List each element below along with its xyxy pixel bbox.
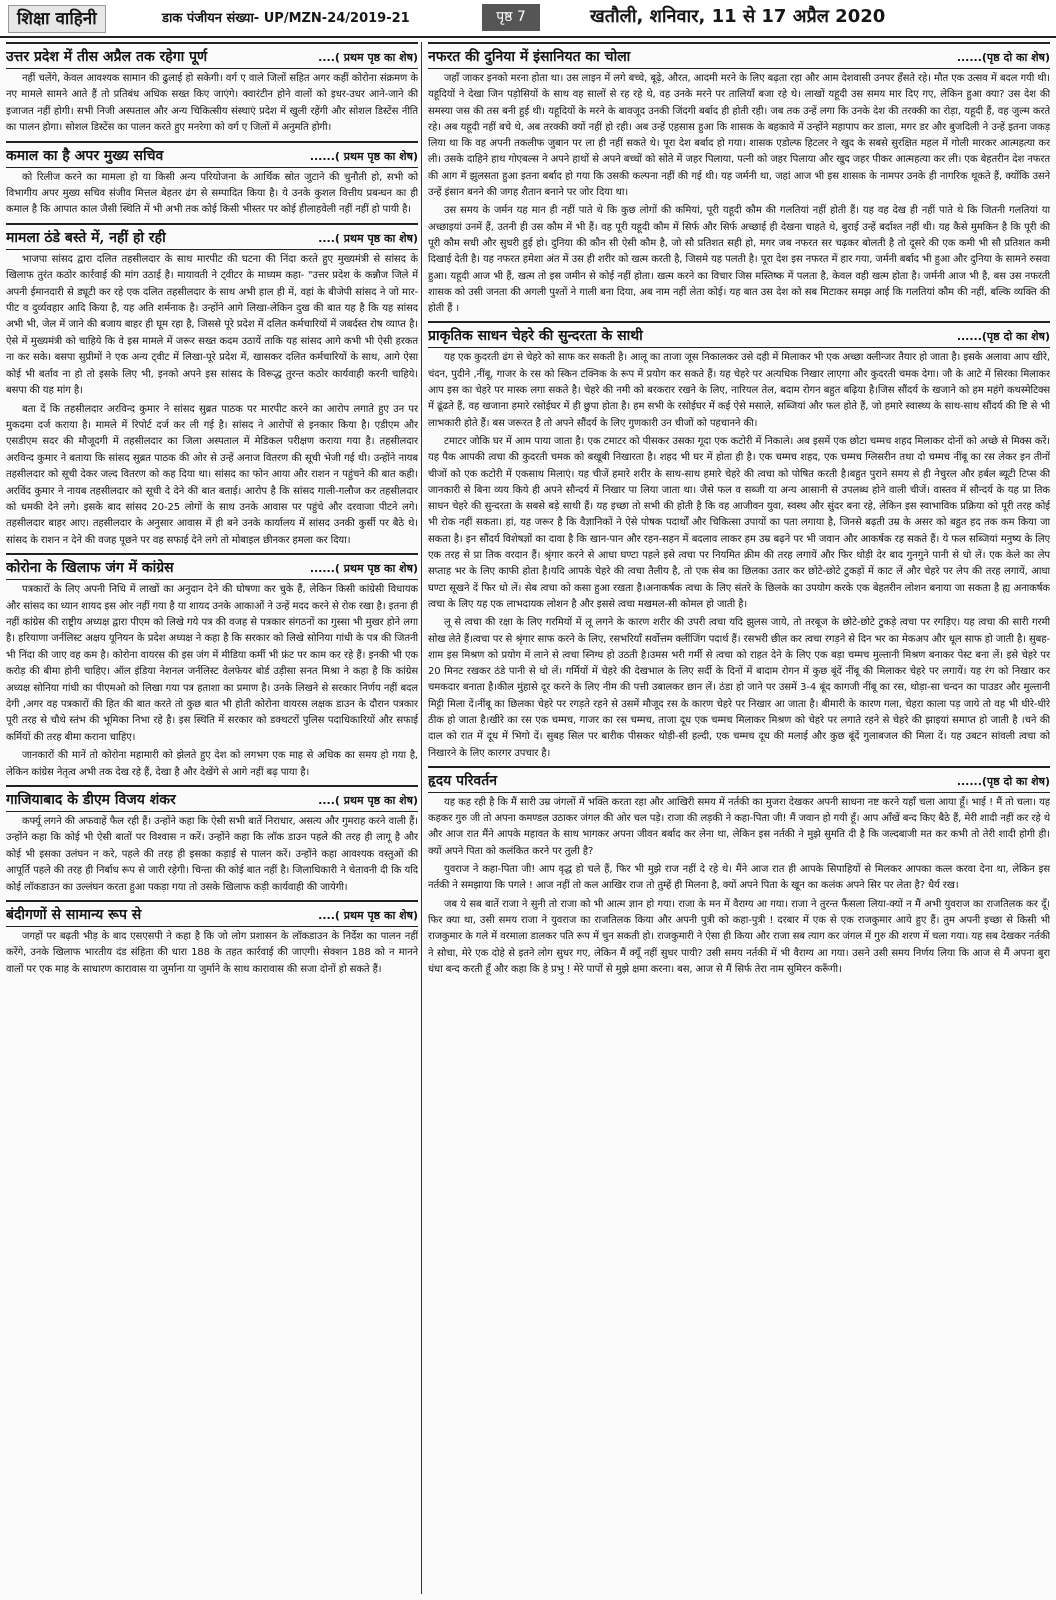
continuation-note: ....( प्रथम पृष्ठ का शेष) xyxy=(318,909,418,923)
article xyxy=(6,42,418,137)
article-headline: प्राकृतिक साधन चेहरे की सुन्दरता के साथी xyxy=(428,328,643,345)
continuation-note: ....( प्रथम पृष्ठ का शेष) xyxy=(318,51,418,64)
article xyxy=(6,785,418,896)
article-headline: कमाल का है अपर मुख्य सचिव xyxy=(6,147,164,164)
article-paragraph: टमाटर जोकि घर में आम पाया जाता है। एक टमाटर को पीसकर उसका गूदा एक कटोरी में निकाले। अब इसमें एक छोटा चम्मच शहद मिलाकर दोनों को अच्छे से मिक्स करें। यह पैक आपकी त्वचा की कुदरती चमक को बखूबी निखारता है। शहद भी घर में होता ही है। एक चम्मच शहद, एक चम्मच ग्लिसरीन तथा दो चम्मच नींबू का रस लेकर इन तीनों चीजों को एक कटोरी में एकसाथ मिलाएं। यह चीजें हमारे शरीर के साथ-साथ हमारे चेहरे की त्वचा को पोषित करती है।बहुत पुराने समय से ही नेचुरल और हर्बल ब्यूटी टिप्स की जानकारी से बिना व्यय किये ही अपने सौन्दर्य में निखार पा लिया जाता था। जैसे फल व सब्जी या अन्य आसानी से उपलब्ध होने वाली चीजें। वास्तव में सौन्दर्य के यह प्रा तिक साधन चेहरे की सुन्दरता के सबसे बड़े साथी हैं। यह इच्छा तो सभी की होती है कि वह आजीवन युवा, स्वस्थ और सुंदर बना रहे, लेकिन इस स्वाभाविक प्रक्रिया को पूरी तरह कोई भी रोक नहीं सकता। हां, यह जरूर है कि वैज्ञानिकों ने ऐसे पोषक पदार्थों और चिकित्सा उपायों का पता लगाया है, जिनसे बढ़ती उम्र के असर को बहुत हद तक कम किया जा सकता है। इन सौंदर्य विशेषज्ञों का दावा है कि खान-पान और रहन-सहन में बदलाव लाकर हम उम्र बढ़ने पर भी जवान और आकर्षक रह सकते हैं। ये फल सब्जियां मनुष्य के लिए एक तरह से प्रा तिक वरदान हैं। श्रृंगार करने से आधा घण्टा पहले इसे त्वचा पर नियमित क्रीम की तरह लगायें और फिर थोड़ी देर बाद गुनगुने पानी से धो लें। एक केले का लेप सप्ताह भर के लिए काफी होता है।यदि आपके चेहरे की त्वचा तैलीय है, तो एक सेब का छिलका उतार कर छोटे-छोटे टुकड़ों में काट लें और चेहरे पर लेप की तरह लगायें, आधा घण्टा सूखने दें फिर धो लें। सेब त्वचा को कसा हुआ रखता है।अनाकर्षक त्वचा के लिए संतरे के छिलके का उपयोग करके एक बेहतरीन लोशन बनाया जा सकता है ह्य अनाकर्षक त्वचा के लिए यह एक लाभदायक लोशन है और इससे त्वचा मखमल-सी कोमल हो जाती है। xyxy=(428,435,1050,610)
continuation-note: ....( प्रथम पृष्ठ का शेष) xyxy=(318,794,418,808)
continuation-note: ......(पृष्ठ दो का शेष) xyxy=(956,51,1050,64)
page-number: पृष्ठ 7 xyxy=(482,4,540,31)
article-body xyxy=(428,71,1050,317)
article-body xyxy=(6,929,418,978)
article-paragraph: पत्रकारों के लिए अपनी निधि में लाखों का अनुदान देने की घोषणा कर चुके हैं, लेकिन किसी कांग्रेसी विधायक और सांसद का ध्यान शायद इस ओर नहीं गया है या शायद उनके आकाओं ने उन्हें मदद करने से रोक रखा है। इतना ही नहीं कांग्रेस की राष्ट्रीय अध्यक्ष द्वारा पीएम को लिखे गये पत्र की वजह से पत्रकार संगठनों का गुस्सा भी मुखर होने लगा है। हरियाणा जर्नलिस्ट अक्षय यूनियन के प्रदेश अध्यक्ष ने कहा है कि सरकार को लिखे सोनिया गांधी के पत्र की जितनी भी निंदा की जाए वह कम है। कोरोना वायरस की इस जंग में मीडिया कर्मी भी फ्रंट पर काम कर रहे हैं। इनकी भी एक करोड़ की बीमा होनी चाहिए। ऑल इंडिया नेशनल जर्नलिस्ट वेलफेयर बोर्ड उड़ीसा सनत मिश्रा ने कहा है कि कांग्रेस अध्यक्ष सोनिया गांधी का पीएमओ को लिखा गया पत्र हताशा का प्रमाण है। उनके लिखने से सरकार निर्णय नहीं बदल देगी ,अगर वह पत्रकारों की हित की बात करते तो कुछ बात भी होती कोरोना वायरस लक्षक डाउन के दौरान पत्रकार पूरी तरह से चौथे स्तंभ की भूमिका निभा रहे है। इस स्थिति में सरकार को डक्थटरों पुलिस पदाधिकारियों और सफाई कर्मियों की तरह बीमा कराना चाहिए। xyxy=(6,584,418,743)
continuation-note: ......( प्रथम पृष्ठ का शेष) xyxy=(309,562,418,576)
article xyxy=(428,766,1050,978)
column-divider xyxy=(421,42,422,1594)
continuation-note: ....( प्रथम पृष्ठ का शेष) xyxy=(318,231,418,245)
article-header xyxy=(428,42,1050,69)
article-paragraph: लू से त्वचा की रक्षा के लिए गरमियों में लू लगने के कारण शरीर की उपरी त्वचा यदि झुलस जाये, तो तरबूज के छोटे-छोटे टुकड़े त्वचा पर रगड़िए। यह त्वचा की सारी गरमी सोख लेते हैं।त्वचा पर से श्रृंगार साफ करने के लिए, रसभरियाँ सर्वोत्तम क्लींजिंग पदार्थ हैं। रसभरी छील कर त्वचा रगड़ने से दिन भर का मेकअप और धूल साफ हो जाती है। सुबह-शाम इस मिश्रण को प्रयोग में लाने से त्वचा स्निग्ध हो उठती है।उमस भरी गर्मी से त्वचा को राहत देने के लिए एक बड़ा चम्मच मुल्तानी मिश्रण बनाकर पेस्ट बना लें। इसे चेहरे पर 20 मिनट रखकर ठंडे पानी से धो लें। गर्मियों में चेहरे की देखभाल के लिए सर्दी के दिनों में बादाम रोगन में कुछ बूंदें नींबू की मिलाकर चेहरे पर लगायें। यह रंग को निखार कर चमकदार बनाता है।कील मुंहासे दूर करने के लिए नीम की पत्ती उबालकर छान लें। ठंडा हो जाने पर उसमें 3-4 बूंद कागजी नींबू का रस, थोड़ा-सा चन्दन का पाउडर और मुल्तानी मिट्टी मिला दें।नींबू का छिलका चेहरे पर रगड़ते रहने से उसमें मौजूद रस के कारण चेहरे पर निखार आ जाता है। बीमारी के कारण गला, चेहरा काला पड़ जाये तो वह भी धीरे-धीरे ठीक हो जाता है।खीरे का रस एक चम्मच, गाजर का रस चम्मच, ताजा दूध एक चम्मच मिलाकर मिश्रण को चेहरे पर लगाते रहने से चेहरे की झाइयां समाप्त हो जाती है ।चने की दाल को रात में दूध में भिगो दें। सुबह सिल पर बारीक पीसकर थोड़ी-सी हल्दी, एक चम्मच दूध की मलाई और कुछ बूंदें गुलाबजल की मिला दें। यह उबटन सांवली त्वचा को निखारने के लिए कारगर उपचार है। xyxy=(428,617,1050,759)
article-body xyxy=(6,252,418,549)
article-headline: उत्तर प्रदेश में तीस अप्रैल तक रहेगा पूर्ण xyxy=(6,49,208,65)
article-header xyxy=(6,785,418,812)
article-body xyxy=(6,71,418,137)
continuation-note: ......(पृष्ठ दो का शेष) xyxy=(956,330,1050,344)
article-headline: मामला ठंडे बस्ते में, नहीं हो रही xyxy=(6,229,166,246)
article-body xyxy=(428,350,1050,761)
article-body xyxy=(428,795,1050,978)
article-header xyxy=(428,321,1050,348)
masthead xyxy=(0,0,1056,38)
left-column xyxy=(6,42,418,1594)
article-paragraph: युवराज ने कहा-पिता जी! आप वृद्ध हो चले हैं, फिर भी मुझे राज नहीं दे रहे थे। मैंने आज रात ही आपके सिपाहियों से मिलकर आपका कत्ल करवा देना था, लेकिन इस नर्तकी ने समझाया कि पगले ! आज नहीं तो कल आखिर राज तो तुम्हें ही मिलना है, क्यों अपने पिता के खून का कलंक अपने सिर पर लेता है? धैर्य रख। xyxy=(428,864,1050,892)
article-headline: बंदीगणों से सामान्य रूप से xyxy=(6,907,142,924)
dateline: खतौली, शनिवार, 11 से 17 अप्रैल 2020 xyxy=(590,6,886,27)
article xyxy=(6,553,418,781)
continuation-note: ......(पृष्ठ दो का शेष) xyxy=(956,774,1050,788)
article-paragraph: उस समय के जर्मन यह मान ही नहीं पाते थे कि कुछ लोगों की कमियां, पूरी यहूदी कौम की गलतियां नहीं होती हैं। यह वह देख ही नहीं पाते थे कि जितनी गलतियां या अच्छाइयां उनमें हैं, उतनी ही उस कौम में भी हैं। वह पूरी यहूदी कौम में सिर्फ और सिर्फ अच्छाई ही देखना चाहते थे, बुराई उन्हें बर्दाश्त नहीं थी। यह कैसे मुमकिन है कि पूरी की पूरी कौम सधी और सुधरी हुई हो। दुनिया की कौन सी ऐसी कौम है, जो सौ प्रतिशत सही हो, मगर जब नफरत सर चढ़कर बोलती है तो दूसरे की एक कमी भी सौ प्रतिशत कमी दिखाई देती है। यह नफरत हमेशा अंत में उस ही शरीर को खत्म करती है, जिसमे यह पलती है। पूरा देश इस नफरत में हार गया, जर्मनी बर्बाद भी हुआ और दुनिया के सामने रुसवा हुआ। यहूदी आज भी हैं, खत्म तो इस जमीन से कोई नहीं होता। खत्म करने का विचार जिस मस्तिष्क में पलता है, केवल वही खत्म होता है। जर्मनी आज भी है, बस उस नफरती शासक को उसी जनता की अगली पुश्तों ने गाली बना दिया, अब नाम नहीं लेता कोई। यह बात उस देश को सब मिटाकर समझ आई कि गलतियां कौम की नहीं, बल्कि व्यक्ति की होती हैं । xyxy=(428,205,1050,315)
article-body xyxy=(6,814,418,896)
article-header xyxy=(428,766,1050,793)
article-paragraph: जगहों पर बढ़ती भीड़ के बाद एसएसपी ने कहा है कि जो लोग प्रशासन के लॉकडाउन के निर्देश का पालन नहीं करेंगे, उनके खिलाफ भारतीय दंड संहिता की धारा 188 के तहत कार्रवाई की जाएगी। सेक्शन 188 को न मानने वालों पर एक माह के साधारण कारावास या जुर्माना या जुर्माने के साथ कारावास की सजा दोनों हो सकते हैं। xyxy=(6,931,418,975)
article-headline: कोरोना के खिलाफ जंग में कांग्रेस xyxy=(6,560,174,577)
article-body xyxy=(6,582,418,781)
article-header xyxy=(6,141,418,168)
article-paragraph: नहीं चलेंगे, केवल आवश्यक सामान की ढुलाई हो सकेगी। वर्ग ए वाले जिलों सहित अगर कहीं कोरोना संक्रमण के नए मामले सामने आते हैं तो प्रतिबंध अधिक सख्त किए जाएंगे। क्वारंटीन होने वालों को इधर-उधर आने-जाने की इजाजत नहीं होगी। सभी निजी अस्पताल और अन्य चिकित्सीय संस्थाएं प्रदेश में खुली रहेंगी और सोशल डिस्टेंस नीति का पालन होगा। सोशल डिस्टेंस का पालन करते हुए मनरेगा को वर्ग ए जिलों में अनुमति होगी। xyxy=(6,73,418,134)
continuation-note: ......( प्रथम पृष्ठ का शेष) xyxy=(309,149,418,163)
article-paragraph: बता दें कि तहसीलदार अरविन्द कुमार ने सांसद सुब्रत पाठक पर मारपीट करने का आरोप लगाते हुए उन पर मुकदमा दर्ज कराया है। मामले में रिपोर्ट दर्ज कर ली गई है। सांसद ने आरोपों से इनकार किया है। एडीएम और एसडीएम सदर की मौजूदगी में तहसीलदार का जिला अस्पताल में मेडिकल परीक्षण कराया गया है। तहसीलदार अरविन्द कुमार ने बताया कि सांसद सुब्रत पाठक की ओर से उन्हें अनाज वितरण की सूची भेजी गई थी। उन्होंने नायब तहसीलदार को सूची देकर जल्द वितरण को कह दिया था। सांसद का फोन आया और राशन न पहुंचने की बात कही। अरविंद कुमार ने नायब तहसीलदार को सूची दे देने की बात बताई। आरोप है कि सांसद गाली-गलौज कर तहसीलदार को धमकी देने लगे। इसके बाद सांसद 20-25 लोगों के साथ उनके आवास पर पहुंचे और दरवाजा पीटने लगे। तहसीलदार बाहर आए। तहसीलदार के अनुसार आवास में ही बने उनके कार्यालय में सांसद उनकी कुर्सी पर बैठे थे। सांसद के राशन न देने की वजह पूछने पर वह सफाई देने लगे तो मोबाइल छीनकर हमला कर दिया। xyxy=(6,403,418,546)
postal-registration: डाक पंजीयन संख्या- UP/MZN-24/2019-21 xyxy=(162,11,410,26)
article-headline: हृदय परिवर्तन xyxy=(428,772,497,789)
article-header xyxy=(6,223,418,250)
article-paragraph: जहाँ जाकर इनको मरना होता था। उस लाइन में लगे बच्चे, बूढ़े, औरत, आदमी मरने के लिए बढ़ता रहा और आम देशवासी उनपर हँसते रहे। मौत एक उत्सव में बदल गयी थी। यहूदियों ने देखा जिन पड़ोसियों के साथ वह सालों से रह रहे थे, वह उनके मरने पर तालियाँ बजा रहे थे। लाखों यहूदी उस समय मार दिए गए, लेकिन हुआ क्या? उस देश की समस्या जस की तस बनी हुई थी। यहूदियों के मरने के बावजूद उनकी जिंदगी बर्बाद ही होती रही। जब तक उन्हें लगा कि उनके देश की तरक्की का रोड़ा, यहूदी हैं, वह जुल्म करते रहे। अब यहूदी नहीं बचे थे, अब तरक्की क्यों नहीं हो रही। अब उन्हें एहसास हुआ कि शासक के बहकावे में उन्होंने महापाप कर डाला, मगर डर और बुजदिली ने उन्हें इतना जकड़ लिया था कि वह अपनी तकलीफ जुबान पर ला ही नहीं सकते थे। पूरा देश बर्बाद हो गया। शासक एडोल्फ हिटलर ने खुद के सबसे सुरक्षित महल में गोली मारकर आत्महत्या कर ली। उसके दाहिने हाथ गोएबल्स ने अपने हाथों से अपने बच्चों को सोते में जहर पिलाया, पत्नी को जहर पिलाया और खुद जहर पीकर आत्महत्या कर ली। एक बेहतरीन देश नफरत की आग में झुलसता हुआ इतना बर्बाद हो गया कि उसकी कल्पना नहीं की गई थी। यह जर्मनी था, जहां आज भी इस शासक के नामपर उनके ही नागरिक थूकते हैं, क्योंकि उसने उन्हें इंसान बनने की जगह शैतान बनाने पर जोर दिया था। xyxy=(428,73,1050,199)
article xyxy=(6,900,418,978)
article-header xyxy=(6,900,418,927)
article xyxy=(428,42,1050,317)
article xyxy=(6,141,418,219)
article-headline: गाजियाबाद के डीएम विजय शंकर xyxy=(6,792,176,809)
article-headline: नफरत की दुनिया में इंसानियत का चोला xyxy=(428,49,631,65)
article-body xyxy=(6,170,418,219)
article-paragraph: जानकारों की मानें तो कोरोना महामारी को झेलते हुए देश को लगभग एक माह से अधिक का समय हो गया है, लेकिन कांग्रेस नेतृत्व अभी तक देख रहे हैं, देखा है और देखेंगे से आगे नहीं बढ़ पाया है। xyxy=(6,750,418,778)
newspaper-title: शिक्षा वाहिनी xyxy=(8,5,106,33)
article-paragraph: कर्फ्यू लगने की अफवाहें फैल रही हैं। उन्होंने कहा कि ऐसी सभी बातें निराधार, असत्य और गुमराह करने वाली हैं। उन्होंने कहा कि कोई भी ऐसी बातों पर विश्वास न करें। उन्होंने कहा कि लॉक डाउन पहले की तरह ही लागू है और कोई भी इसका उलंघन न करे, पहले की तरह ही इसका कड़ाई से पालन करें। उन्होंने कहा आवश्यक वस्तुओं की आपूर्ति पहले की तरह ही निर्बाध रूप से जारी रहेगी। चिन्ता की कोई बात नहीं है। जिलाधिकारी ने चेतावनी दी कि यदि कोई लॉकडाउन का उल्लंघन करता हुआ पकड़ा गया तो उसके खिलाफ कड़ी कार्यवाही की जायेगी। xyxy=(6,816,418,893)
article-paragraph: को रिलीज करने का मामला हो या किसी अन्य परियोजना के आर्थिक स्रोत जुटाने की चुनौती हो, सभी को विभागीय अपर मुख्य सचिव संजीव मित्तल बेहतर ढंग से सम्पादित किया है। ये उनके कुशल वित्तीय प्रबन्धन का ही कमाल है कि आपात काल जैसी स्थिति में भी अभी तक कोई किसी भीस्तर पर कोई हीलाहवेली नहीं नहीं हो पायी है। xyxy=(6,171,418,216)
article-header xyxy=(6,553,418,580)
article xyxy=(6,223,418,549)
article-paragraph: यह एक कुदरती ढंग से चेहरे को साफ कर सकती है। आलू का ताजा जूस निकालकर उसे दही में मिलाकर भी एक अच्छा क्लीन्जर तैयार हो जाता है। इसके अलावा आप खीरे, चंदन, पुदीने ,नींबू, गाजर के रस को स्किन टक्निक के रूप में प्रयोग कर सकते हैं। यह चेहरे पर अत्यधिक निखार लाएगा और कुदरती चमक देगा। जौ के आटे में सिरका मिलाकर आप इस का चेहरे पर मास्क लगा सकते है। चेहरे की नमी को बरकरार रखने के लिए, नारियल तेल, बदाम रोगन बहुत बढ़िया है।जिस सौंदर्य के खजाने को हम महंगे कथस्मेटिक्स में ढूंढते हैं, वह खजाना हमारे रसोईघर में ही छुपा होता है। हम सभी के रसोईघर में कई ऐसे मसाले, सब्जियां और फल होते हैं, जो हमारे स्वास्थ्य के साथ-साथ सौंदर्य की ष्टि से भी लाभकारी होते हैं। बस जरूरत है तो अपने सौंदर्य के लिए गुणकारी उन चीजों को पहचानने की। xyxy=(428,352,1050,429)
article-paragraph: भाजपा सांसद द्वारा दलित तहसीलदार के साथ मारपीट की घटना की निंदा करते हुए मुख्यमंत्री से सांसद के खिलाफ तुरंत कठोर कार्रवाई की मांग उठाई है। मायावती ने ट्वीटर के माध्यम कहा- "उत्तर प्रदेश के कन्नौज जिले में अपनी ईमानदारी से ड्यूटी कर रहे एक दलित तहसीलदार के साथ अभी हाल ही में, वहां के बीजेपी सांसद ने जो मार-पीट व दुर्व्यवहार आदि किया है, यह अति शर्मनाक है। उन्होंने आगे लिखा-लेकिन दुख की बात यह है कि यह सांसद अभी भी, जेल में जाने की बजाय बाहर ही घूम रहा है, जिससे पूरे प्रदेश में दलित कर्मचारियों में जबर्दस्त रोष व्याप्त है। ऐसे में मुख्यमंत्री को चाहिये कि वे इस मामले में जरूर सख्त कदम उठायें ताकि यह सांसद आगे कभी भी ऐसी हरकत ना कर सके। बसपा सुप्रीमों ने एक अन्य ट्वीट में लिखा-पूरे प्रदेश में, खासकर दलित कर्मचारियों के साथ, आगे ऐसा कोई भी बर्ताव ना हो तो इसके लिए भी, इनको अपने इस सांसद के विरूद्ध तुरन्त कठोर कार्यवाही करनी चाहिये। बसपा की यह मांग है। xyxy=(6,253,418,397)
article-header xyxy=(6,42,418,69)
article xyxy=(428,321,1050,761)
article-paragraph: जब ये सब बातें राजा ने सुनी तो राजा को भी आत्म ज्ञान हो गया। राजा के मन में वैराग्य आ गया। राजा ने तुरन्त फैंसला लिया-क्यों न मैं अभी युवराज का राजतिलक कर दूँ। फिर क्या था, उसी समय राजा ने युवराज का राजतिलक किया और अपनी पुत्री को कहा-पुत्री ! दरबार में एक से एक राजकुमार आये हुए हैं। तुम अपनी इच्छा से किसी भी राजकुमार के गले में वरमाला डालकर पति रूप में चुन सकती हो। राजकुमारी ने ऐसा ही किया और राजा सब त्याग कर जंगल में गुरु की शरण में चला गया। यह सब देखकर नर्तकी ने सोचा, मेरे एक दोहे से इतने लोग सुधर गए, लेकिन मैं क्यूँ नहीं सुधर पायी? उसी समय नर्तकी में भी वैराग्य आ गया। उसने उसी समय निर्णय लिया कि आज से मैं अपना बुरा धंधा बन्द करती हूँ और कहा कि हे प्रभु ! मेरे पापों से मुझे क्षमा करना। बस, आज से मैं सिर्फ तेरा नाम सुमिरन करूँगी। xyxy=(428,898,1050,975)
article-paragraph: यह कह रही है कि मैं सारी उम्र जंगलों में भक्ति करता रहा और आखिरी समय में नर्तकी का मुजरा देखकर अपनी साधना नष्ट करने यहाँ चला आया हूँ। भाई ! मैं तो चला। यह कहकर गुरु जी तो अपना कमण्डल उठाकर जंगल की ओर चल पड़े। राजा की लड़की ने कहा-पिता जी! मैं जवान हो गयी हूँ। आप आँखें बन्द किए बैठे हैं, मेरी शादी नहीं कर रहे थे और आज रात मैंने आपके महावत के साथ भागकर अपना जीवन बर्बाद कर लेना था, लेकिन इस नर्तकी ने मुझे सुमति दी है कि जल्दबाजी मत कर कभी तो तेरी शादी होगी ही। क्यों अपने पिता को कलंकित करने पर तुली है? xyxy=(428,796,1050,857)
right-column xyxy=(428,42,1050,1594)
